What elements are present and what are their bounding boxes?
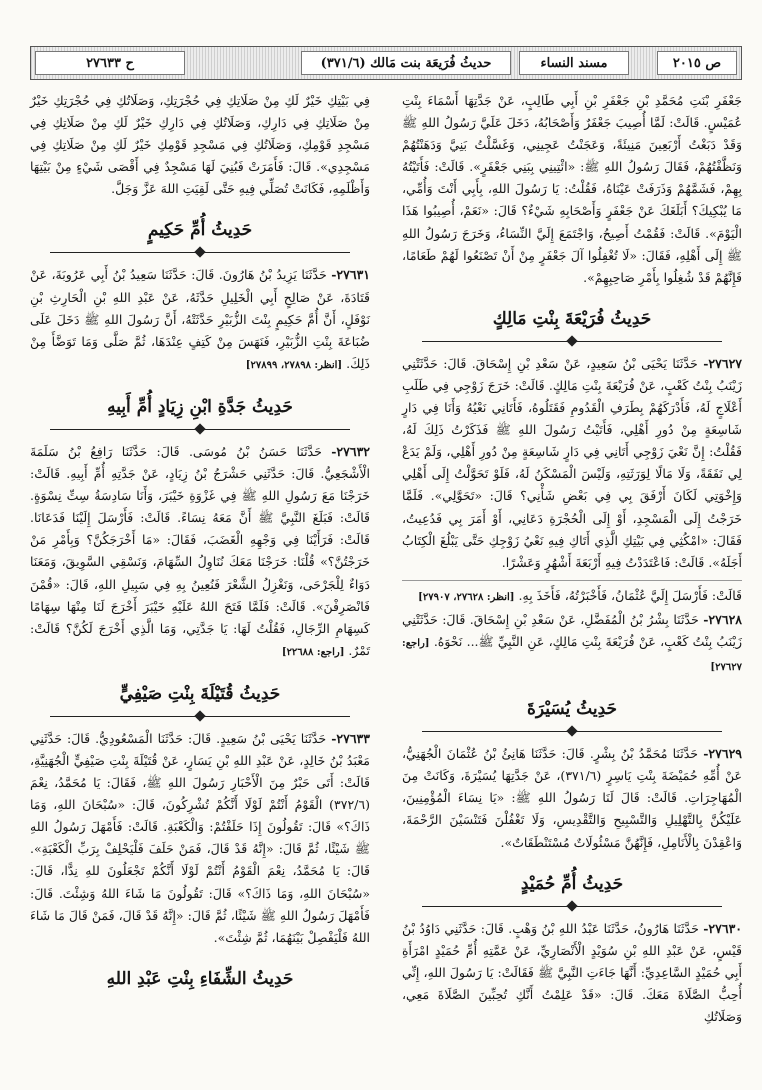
- hadith-text: حَدَّثَنَا يَحْيَى بْنُ سَعِيدٍ، عَنْ سَعْدِ بْنِ إِسْحَاقَ. قَالَ: حَدَّثَتْنِي زَيْنَبُ بِنْتُ كَعْبٍ، عَنْ فُرَيْعَةَ بِنْتِ مَالِكٍ. قَالَتْ: خَرَجَ زَوْجِي فِي طَلَبِ أَعْلَاجٍ لَهُ، فَأَدْرَكَهُمْ بِطَرَفِ الْقَدُومِ فَقَتَلُوهُ، فَأَتَانِي نَعْيُهُ وَأَنَا فِي دَارٍ شَاسِعَةٍ مِنْ دُورِ أَهْلِي، فَأَتَيْتُ رَسُولَ اللهِ ﷺ فَذَكَرْتُ ذَلِكَ لَهُ، فَقُلْتُ: إِنَّ نَعْيَ زَوْجِي أَتَانِي فِي دَارٍ شَاسِعَةٍ مِنْ دُورِ أَهْلِي، وَلَمْ يَدَعْ لِي نَفَقَةً، وَلَا مَالًا لِوَرَثَتِهِ، وَلَيْسَ الْمَسْكَنُ لَهُ، فَلَوْ تَحَوَّلْتُ إِلَى أَهْلِي وَإِخْوَتِي لَكَانَ أَرْفَقَ بِي فِي بَعْضِ شَأْنِي؟ قَالَ: «تَحَوَّلِي». فَلَمَّا خَرَجْتُ إِلَى الْمَسْجِدِ، أَوْ إِلَى الْحُجْرَةِ دَعَانِي، أَوْ أَمَرَ بِي فَدُعِيتُ، فَقَالَ: «امْكُثِي فِي بَيْتِكِ الَّذِي أَتَاكِ فِيهِ نَعْيُ زَوْجِكِ حَتَّى يَبْلُغَ الْكِتَابُ أَجَلَهُ». قَالَتْ: فَاعْتَدَدْتُ فِيهِ أَرْبَعَةَ أَشْهُرٍ وَعَشْرًا.: [402, 355, 742, 570]
- hadith-number: ٢٧٦٣١-: [331, 267, 370, 283]
- ornament-divider: [422, 337, 722, 347]
- paragraph: جَعْفَرِ بْنَتِ مُحَمَّدِ بْنِ جَعْفَرِ بْنِ أَبِي طَالِبٍ، عَنْ جَدَّتِهَا أَسْمَاءَ بِنْتِ عُمَيْسٍ. قَالَتْ: لَمَّا أُصِيبَ جَعْفَرٌ وَأَصْحَابُهُ، دَخَلَ عَلَيَّ رَسُولُ اللهِ ﷺ وَقَدْ دَبَغْتُ أَرْبَعِينَ مَنِيئَةً، وَعَجَنْتُ عَجِينِي، وَغَسَّلْتُ بَنِيَّ وَدَهَنْتُهُمْ وَنَظَّفْتُهُمْ، فَقَالَ رَسُولُ اللهِ ﷺ: «ائْتِينِي بِبَنِي جَعْفَرٍ». قَالَتْ: فَأَتَيْتُهُ بِهِمْ، فَشَمَّهُمْ وَذَرَفَتْ عَيْنَاهُ، فَقُلْتُ: يَا رَسُولَ اللهِ، بِأَبِي أَنْتَ وَأُمِّي، مَا يُبْكِيكَ؟ أَبَلَغَكَ عَنْ جَعْفَرٍ وَأَصْحَابِهِ شَيْءٌ؟ قَالَ: «نَعَمْ، أُصِيبُوا هَذَا الْيَوْمَ». قَالَتْ: فَقُمْتُ أَصِيحُ، وَاجْتَمَعَ إِلَيَّ النِّسَاءُ، وَخَرَجَ رَسُولُ اللهِ ﷺ إِلَى أَهْلِهِ، فَقَالَ: «لَا تُغْفِلُوا آلَ جَعْفَرٍ مِنْ أَنْ تَصْنَعُوا لَهُمْ طَعَامًا، فَإِنَّهُمْ قَدْ شُغِلُوا بِأَمْرِ صَاحِبِهِمْ».: [402, 93, 742, 285]
- hadith-number: ٢٧٦٢٩-: [703, 746, 742, 762]
- reference: [راجع: ٢٢٦٨٨]: [281, 646, 345, 658]
- running-header: [30, 46, 742, 80]
- hadith-paragraph: [30, 264, 370, 376]
- ornament-divider: [50, 425, 350, 435]
- header-hadith-number: ح ٢٧٦٣٣: [35, 51, 185, 75]
- hadith-text: حَدَّثَنَا بِشْرُ بْنُ الْمُفَضَّلِ، عَنْ سَعْدِ بْنِ إِسْحَاقَ. قَالَ: حَدَّثَتْنِي زَيْنَبُ بِنْتُ كَعْبٍ، عَنْ فُرَيْعَةَ بِنْتِ مَالِكٍ، عَنِ النَّبِيِّ ﷺ... نَحْوَهُ.: [402, 611, 742, 649]
- book-page: [30, 46, 742, 1086]
- hadith-paragraph: [402, 609, 742, 679]
- hadith-text: حَدَّثَنَا يَحْيَى بْنُ سَعِيدٍ. قَالَ: حَدَّثَنَا الْمَسْعُودِيُّ. قَالَ: حَدَّثَنِي مَعْبَدُ بْنُ خَالِدٍ، عَنْ عَبْدِ اللهِ بْنِ يَسَارٍ، عَنْ قُتَيْلَةَ بِنْتِ صَيْفِيٍّ الْجُهَنِيَّةِ، قَالَتْ: أَتَى حَبْرٌ مِنَ الْأَحْبَارِ رَسُولَ اللهِ ﷺ، فَقَالَ: يَا مُحَمَّدُ، نِعْمَ (٣٧٢/٦) الْقَوْمُ أَنْتُمْ لَوْلَا أَنَّكُمْ تُشْرِكُونَ، قَالَ: «سُبْحَانَ اللهِ، وَمَا ذَاكَ؟» قَالَ: تَقُولُونَ إِذَا حَلَفْتُمْ: وَالْكَعْبَةِ. قَالَتْ: فَأَمْهَلَ رَسُولُ اللهِ ﷺ شَيْئًا، ثُمَّ قَالَ: «إِنَّهُ قَدْ قَالَ، فَمَنْ حَلَفَ فَلْيَحْلِفْ بِرَبِّ الْكَعْبَةِ». قَالَ: يَا مُحَمَّدُ، نِعْمَ الْقَوْمُ أَنْتُمْ لَوْلَا أَنَّكُمْ تَجْعَلُونَ للهِ نِدًّا، قَالَ: «سُبْحَانَ اللهِ، وَمَا ذَاكَ؟» قَالَ: تَقُولُونَ مَا شَاءَ اللهُ وَشِئْتَ. قَالَ: فَأَمْهَلَ رَسُولُ اللهِ ﷺ شَيْئًا، ثُمَّ قَالَ: «إِنَّهُ قَدْ قَالَ، فَمَنْ قَالَ مَا شَاءَ اللهُ فَلْيَفْصِلْ بَيْنَهُمَا، ثُمَّ شِئْتَ».: [30, 730, 370, 945]
- hadith-paragraph: [402, 918, 742, 1028]
- header-hadith-title: حديثُ فُرَيعَة بنت مَالك (٣٧١/٦): [301, 51, 511, 75]
- section-title: حَدِيثُ قُتَيْلَةَ بِنْتِ صَيْفِيٍّ: [119, 683, 281, 704]
- left-column: [30, 90, 370, 997]
- hadith-text: حَدَّثَنَا هَارُونُ، حَدَّثَنَا عَبْدُ اللهِ بْنُ وَهْبٍ. قَالَ: حَدَّثَنِي دَاوُدُ بْنُ قَيْسٍ، عَنْ عَبْدِ اللهِ بْنِ سُوَيْدٍ الْأَنْصَارِيِّ، عَنْ عَمَّتِهِ أُمِّ حُمَيْدٍ امْرَأَةِ أَبِي حُمَيْدٍ السَّاعِدِيِّ: أَنَّهَا جَاءَتِ النَّبِيَّ ﷺ فَقَالَتْ: يَا رَسُولَ اللهِ، إِنِّي أُحِبُّ الصَّلَاةَ مَعَكَ. قَالَ: «قَدْ عَلِمْتُ أَنَّكِ تُحِبِّينَ الصَّلَاةَ مَعِي، وَصَلَاتُكِ: [402, 920, 742, 1024]
- right-column: [402, 90, 742, 1028]
- hadith-number: ٢٧٦٣٠-: [703, 920, 742, 936]
- hadith-paragraph: [402, 743, 742, 853]
- hadith-text: حَدَّثَنَا مُحَمَّدُ بْنُ بِشْرٍ. قَالَ: حَدَّثَنَا هَانِئُ بْنُ عُثْمَانَ الْجُهَنِيُّ، عَنْ أُمِّهِ حُمَيْضَةَ بِنْتِ يَاسِرٍ (٣٧١/٦)، عَنْ جَدَّتِهَا يُسَيْرَةَ، وَكَانَتْ مِنَ الْمُهَاجِرَاتِ. قَالَتْ: قَالَ لَنَا رَسُولُ اللهِ ﷺ: «يَا نِسَاءَ الْمُؤْمِنِينَ، عَلَيْكُنَّ بِالتَّهْلِيلِ وَالتَّسْبِيحِ وَالتَّقْدِيسِ، وَلَا تَغْفُلْنَ فَتَنْسَيْنَ الرَّحْمَةَ، وَاعْقِدْنَ بِالْأَنَامِلِ، فَإِنَّهُنَّ مَسْئُولَاتٌ مُسْتَنْطَقَاتٌ».: [402, 746, 742, 850]
- section-title: حَدِيثُ فُرَيْعَةَ بِنْتِ مَالِكٍ: [492, 308, 652, 329]
- hadith-text: حَدَّثَنَا يَزِيدُ بْنُ هَارُونَ. قَالَ: حَدَّثَنَا سَعِيدُ بْنُ أَبِي عَرُوبَةَ، عَنْ قَتَادَةَ، عَنْ صَالِحٍ أَبِي الْخَلِيلِ حَدَّثَهُ، عَنْ عَبْدِ اللهِ بْنِ الْحَارِثِ بْنِ نَوْفَلٍ، أَنَّ أُمَّ حَكِيمٍ بِنْتَ الزُّبَيْرِ حَدَّثَتْهُ، أَنَّ رَسُولَ اللهِ ﷺ دَخَلَ عَلَى ضُبَاعَةَ بِنْتِ الزُّبَيْرِ، فَنَهَسَ مِنْ كَتِفٍ عِنْدَهَا، ثُمَّ صَلَّى وَمَا تَوَضَّأَ مِنْ ذَلِكَ.: [30, 267, 370, 371]
- hadith-number: ٢٧٦٢٧-: [703, 355, 742, 371]
- hadith-paragraph: [30, 728, 370, 949]
- hadith-text: حَدَّثَنَا حَسَنُ بْنُ مُوسَى. قَالَ: حَدَّثَنَا رَافِعُ بْنُ سَلَمَةَ الْأَشْجَعِيُّ. قَالَ: حَدَّثَنِي حَشْرَجُ بْنُ زِيَادٍ، عَنْ جَدَّتِهِ أُمِّ أَبِيهِ. قَالَتْ: خَرَجْنَا مَعَ رَسُولِ اللهِ ﷺ فِي غَزْوَةِ خَيْبَرَ، وَأَنَا سَادِسَةُ سِتِّ نِسْوَةٍ. قَالَتْ: فَبَلَغَ النَّبِيَّ ﷺ أَنَّ مَعَهُ نِسَاءً. قَالَتْ: فَأَرْسَلَ إِلَيْنَا فَدَعَانَا. قَالَتْ: فَرَأَيْنَا فِي وَجْهِهِ الْغَضَبَ، فَقَالَ: «مَا أَخْرَجَكُنَّ؟ وَبِأَمْرِ مَنْ خَرَجْتُنَّ؟» قُلْنَا: خَرَجْنَا مَعَكَ نُنَاوِلُ السِّهَامَ، وَنَسْقِي السَّوِيقَ، وَمَعَنَا دَوَاءٌ لِلْجَرْحَى، وَنَغْزِلُ الشَّعْرَ فَنُعِينُ بِهِ فِي سَبِيلِ اللهِ، قَالَ: «قُمْنَ فَانْصَرِفْنَ». قَالَتْ: فَلَمَّا فَتَحَ اللهُ عَلَيْهِ خَيْبَرَ أَخْرَجَ لَنَا مِنْهَا سِهَامًا كَسِهَامِ الرِّجَالِ، فَقُلْتُ لَهَا: يَا جَدَّتِي، وَمَا الَّذِي أَخْرَجَ لَكُنَّ؟ قَالَتْ: تَمْرٌ.: [30, 443, 370, 658]
- section-title: حَدِيثُ جَدَّةِ ابْنِ زِيَادٍ أُمِّ أَبِيهِ: [107, 396, 293, 417]
- hadith-paragraph: [402, 353, 742, 574]
- divider: [402, 580, 742, 581]
- section-title: حَدِيثُ أُمِّ حُمَيْدٍ: [520, 873, 624, 894]
- hadith-number: ٢٧٦٢٨-: [703, 611, 742, 627]
- hadith-number: ٢٧٦٣٣-: [331, 730, 370, 746]
- musnad-label: مسند النساء: [519, 51, 629, 75]
- ornament-divider: [50, 712, 350, 722]
- reference: [انظر: ٢٧٦٢٨، ٢٧٩٠٧]: [418, 591, 515, 603]
- ornament-divider: [50, 248, 350, 258]
- ornament-divider: [422, 727, 722, 737]
- hadith-number: ٢٧٦٣٢-: [331, 443, 370, 459]
- hadith-paragraph: [30, 441, 370, 664]
- hadith-text: قَالَتْ: فَأَرْسَلَ إِلَيَّ عُثْمَانُ، فَأَخْبَرْتُهُ، فَأَخَذَ بِهِ.: [518, 587, 742, 603]
- paragraph: [402, 585, 742, 609]
- reference: [راجع: ٢٧٦٢٧]: [402, 637, 742, 674]
- section-title: حَدِيثُ أُمِّ حَكِيمٍ: [147, 220, 253, 241]
- reference: [انظر: ٢٧٨٩٨، ٢٧٨٩٩]: [245, 359, 343, 371]
- page-number: ص ٢٠١٥: [657, 51, 737, 75]
- section-title: حَدِيثُ الشِّفَاءِ بِنْتِ عَبْدِ اللهِ: [106, 968, 294, 989]
- paragraph: فِي بَيْتِكِ خَيْرٌ لَكِ مِنْ صَلَاتِكِ فِي حُجْرَتِكِ، وَصَلَاتُكِ فِي حُجْرَتِكِ خَيْرٌ مِنْ صَلَاتِكِ فِي دَارِكِ، وَصَلَاتُكِ فِي دَارِكِ خَيْرٌ لَكِ مِنْ صَلَاتِكِ فِي مَسْجِدِ قَوْمِكِ، وَصَلَاتُكِ فِي مَسْجِدِ قَوْمِكِ خَيْرٌ لَكِ مِنْ صَلَاتِكِ فِي مَسْجِدِي». قَالَ: فَأَمَرَتْ فَبُنِيَ لَهَا مَسْجِدٌ فِي أَقْصَى شَيْءٍ مِنْ بَيْتِهَا وَأَظْلَمِهِ، فَكَانَتْ تُصَلِّي فِيهِ حَتَّى لَقِيَتِ اللهَ عَزَّ وَجَلَّ.: [30, 93, 370, 197]
- ornament-divider: [422, 902, 722, 912]
- section-title: حَدِيثُ يُسَيْرَةَ: [526, 699, 618, 720]
